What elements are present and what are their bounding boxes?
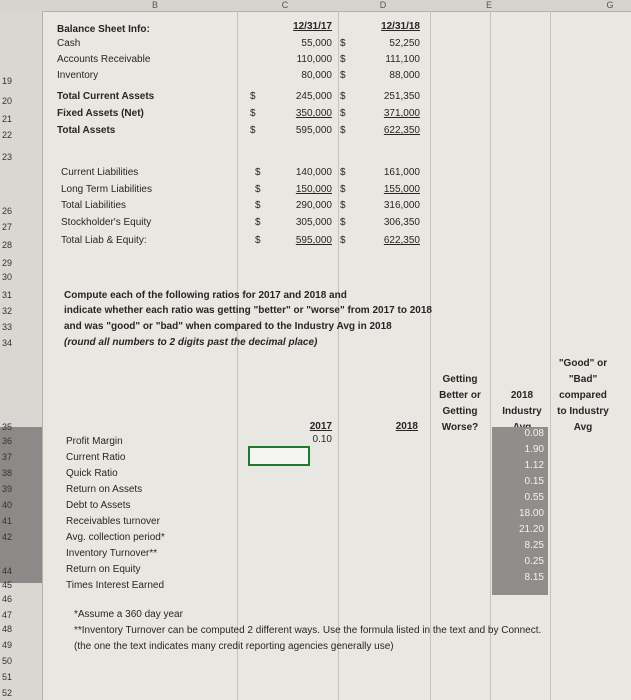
row-number[interactable]: 44 (2, 566, 13, 576)
row-number[interactable]: 33 (2, 322, 13, 332)
instruction-line-2: indicate whether each ratio was getting "better" or "worse" from 2017 to 2018 (64, 305, 432, 316)
liability-value-2017[interactable]: 150,000 (295, 184, 332, 195)
liability-label: Current Liabilities (61, 167, 139, 178)
asset-label: Cash (57, 38, 81, 49)
instruction-line-3: and was "good" or "bad" when compared to the Industry Avg in 2018 (64, 321, 392, 332)
industry-avg-value[interactable]: 8.15 (524, 572, 544, 583)
dollar-sign: $ (340, 108, 346, 119)
liability-label: Total Liab & Equity: (61, 235, 147, 246)
row-number[interactable]: 52 (2, 688, 13, 698)
asset-value-2017[interactable]: 350,000 (295, 108, 332, 119)
ratio-label: Debt to Assets (66, 500, 131, 511)
grid-line (237, 11, 238, 700)
instruction-line-1: Compute each of the following ratios for 2017 and 2018 and (64, 290, 347, 301)
industry-avg-value[interactable]: 8.25 (524, 540, 544, 551)
row-number[interactable]: 41 (2, 516, 13, 526)
ratio-label: Profit Margin (66, 436, 123, 447)
row-number[interactable]: 29 (2, 258, 13, 268)
ratio-label: Receivables turnover (66, 516, 160, 527)
dollar-sign: $ (340, 235, 346, 246)
industry-avg-value[interactable]: 1.90 (524, 444, 544, 455)
row-number[interactable]: 20 (2, 96, 13, 106)
dollar-sign: $ (340, 184, 346, 195)
dollar-sign: $ (250, 125, 256, 136)
balance-sheet-header: Balance Sheet Info: (57, 24, 150, 35)
industry-avg-value[interactable]: 0.08 (524, 428, 544, 439)
row-number[interactable]: 49 (2, 640, 13, 650)
ratio-label: Current Ratio (66, 452, 126, 463)
good-bad-header: "Good" or "Bad" compared to Industry Avg (557, 358, 609, 433)
industry-avg-value[interactable]: 0.55 (524, 492, 544, 503)
dollar-sign: $ (340, 200, 346, 211)
row-number[interactable]: 28 (2, 240, 13, 250)
row-number[interactable]: 46 (2, 594, 13, 604)
asset-label: Total Current Assets (57, 91, 155, 102)
col-2018-header: 12/31/18 (381, 21, 420, 32)
grid-line (430, 11, 431, 700)
row-number[interactable]: 42 (2, 532, 13, 542)
grid-line (338, 11, 339, 700)
industry-avg-value[interactable]: 1.12 (524, 460, 544, 471)
liability-value-2017[interactable]: 595,000 (295, 235, 332, 246)
industry-avg-value[interactable]: 18.00 (518, 508, 544, 519)
col-2017-header: 12/31/17 (293, 21, 332, 32)
asset-value-2017[interactable]: 595,000 (295, 125, 332, 136)
row-number[interactable]: 31 (2, 290, 13, 300)
industry-avg-value[interactable]: 21.20 (518, 524, 544, 535)
row-number[interactable]: 34 (2, 338, 13, 348)
footnote-3: (the one the text indicates many credit reporting agencies generally use) (74, 641, 394, 652)
ratio-label: Quick Ratio (66, 468, 118, 479)
asset-value-2017[interactable]: 55,000 (301, 38, 332, 49)
grid-line (490, 11, 491, 700)
column-header-b[interactable]: B (151, 0, 158, 10)
ratio-label: Times Interest Earned (66, 580, 165, 591)
dollar-sign: $ (340, 125, 346, 136)
industry-avg-header: 2018 Industry (502, 390, 542, 417)
liability-label: Long Term Liabilities (61, 184, 152, 195)
dollar-sign: $ (250, 108, 256, 119)
row-number[interactable]: 48 (2, 624, 13, 634)
row-number[interactable]: 39 (2, 484, 13, 494)
dollar-sign: $ (340, 70, 346, 81)
liability-value-2018[interactable]: 622,350 (383, 235, 420, 246)
column-header-g[interactable]: G (606, 0, 614, 10)
asset-value-2017[interactable]: 245,000 (295, 91, 332, 102)
liability-value-2017[interactable]: 305,000 (295, 217, 332, 228)
asset-value-2018[interactable]: 371,000 (383, 108, 420, 119)
dollar-sign: $ (255, 235, 261, 246)
liability-value-2018[interactable]: 306,350 (383, 217, 420, 228)
row-number[interactable]: 51 (2, 672, 13, 682)
footnote-2: **Inventory Turnover can be computed 2 different ways. Use the formula listed in the text and by Connect. (74, 625, 542, 636)
asset-value-2018[interactable]: 88,000 (389, 70, 420, 81)
asset-value-2018[interactable]: 111,100 (385, 54, 420, 65)
liability-label: Stockholder's Equity (61, 217, 152, 228)
ratio-label: Inventory Turnover** (66, 548, 158, 559)
row-number[interactable]: 36 (2, 436, 13, 446)
asset-value-2017[interactable]: 80,000 (301, 70, 332, 81)
column-header-d[interactable]: D (379, 0, 387, 10)
ratio-2018-header: 2018 (395, 421, 418, 432)
row-number[interactable]: 27 (2, 222, 13, 232)
ratio-label: Return on Equity (66, 564, 141, 575)
dollar-sign: $ (340, 91, 346, 102)
dollar-sign: $ (340, 38, 346, 49)
row-number[interactable]: 50 (2, 656, 13, 666)
row-number[interactable]: 23 (2, 152, 13, 162)
row-number[interactable]: 47 (2, 610, 13, 620)
column-header-e[interactable]: E (485, 0, 492, 10)
row-number[interactable]: 21 (2, 114, 13, 124)
liability-value-2018[interactable]: 161,000 (383, 167, 420, 178)
instruction-line-4: (round all numbers to 2 digits past the decimal place) (64, 337, 318, 348)
column-header-bar (0, 0, 631, 12)
asset-label: Accounts Receivable (57, 54, 151, 65)
liability-value-2017[interactable]: 290,000 (295, 200, 332, 211)
row-number[interactable]: 19 (2, 76, 13, 86)
liability-value-2017[interactable]: 140,000 (295, 167, 332, 178)
asset-label: Total Assets (57, 125, 116, 136)
asset-label: Inventory (57, 70, 99, 81)
liability-value-2018[interactable]: 316,000 (383, 200, 420, 211)
row-number[interactable]: 26 (2, 206, 13, 216)
asset-value-2018[interactable]: 52,250 (389, 38, 420, 49)
row-number[interactable]: 35 (2, 422, 13, 432)
asset-value-2018[interactable]: 622,350 (383, 125, 420, 136)
dollar-sign: $ (250, 91, 256, 102)
ratio-label: Return on Assets (66, 484, 143, 495)
footnote-1: *Assume a 360 day year (74, 609, 183, 620)
row-number[interactable]: 32 (2, 306, 13, 316)
liability-value-2018[interactable]: 155,000 (383, 184, 420, 195)
dollar-sign: $ (255, 167, 261, 178)
row-number[interactable]: 38 (2, 468, 13, 478)
asset-value-2018[interactable]: 251,350 (383, 91, 420, 102)
dollar-sign: $ (255, 200, 261, 211)
asset-value-2017[interactable]: 110,000 (296, 54, 332, 65)
dollar-sign: $ (340, 217, 346, 228)
active-cell[interactable] (248, 446, 310, 466)
ratio-2017-header: 2017 (309, 421, 332, 432)
profit-margin-2017-value[interactable]: 0.10 (312, 434, 332, 445)
row-number[interactable]: 22 (2, 130, 13, 140)
dollar-sign: $ (340, 54, 346, 65)
row-number[interactable]: 40 (2, 500, 13, 510)
dollar-sign: $ (340, 167, 346, 178)
row-number[interactable]: 30 (2, 272, 13, 282)
liability-label: Total Liabilities (61, 200, 127, 211)
industry-avg-value[interactable]: 0.25 (524, 556, 544, 567)
industry-avg-value[interactable]: 0.15 (524, 476, 544, 487)
row-number[interactable]: 45 (2, 580, 13, 590)
ratio-label: Avg. collection period* (66, 532, 165, 543)
row-number[interactable]: 37 (2, 452, 13, 462)
getting-better-header: Getting Better or Getting Worse? (439, 374, 481, 433)
column-header-c[interactable]: C (281, 0, 289, 10)
asset-label: Fixed Assets (Net) (57, 108, 144, 119)
dollar-sign: $ (255, 184, 261, 195)
dollar-sign: $ (255, 217, 261, 228)
